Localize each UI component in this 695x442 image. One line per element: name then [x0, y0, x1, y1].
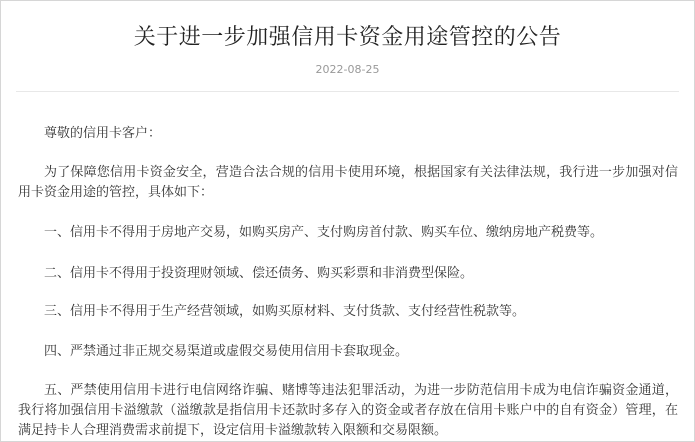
- publish-date: 2022-08-25: [315, 63, 380, 76]
- rule-item-1: 一、信用卡不得用于房地产交易，如购买房产、支付购房首付款、购买车位、缴纳房地产税费等。: [44, 225, 604, 240]
- rule-item-3: 三、信用卡不得用于生产经营领域，如购买原材料、支付货款、支付经营性税款等。: [44, 304, 526, 319]
- page-title: 关于进一步加强信用卡资金用途管控的公告: [133, 25, 562, 50]
- intro-paragraph: 为了保障您信用卡资金安全，营造合法合规的信用卡使用环境，根据国家有关法律法规，我行进一步加强对信用卡资金用途的管控，具体如下：: [18, 165, 678, 200]
- rule-item-2: 二、信用卡不得用于投资理财领域、偿还债务、购买彩票和非消费型保险。: [44, 266, 474, 281]
- greeting: 尊敬的信用卡客户：: [44, 126, 162, 141]
- rule-item-5: 五、严禁使用信用卡进行电信网络诈骗、赌博等违法犯罪活动，为进一步防范信用卡成为电信诈骗资金通道，我行将加强信用卡溢缴款（溢缴款是指信用卡还款时多存入的资金或者存放在信用卡账户中的自有资金）管理，在满足持卡人合理消费需求前提下，设定信用卡溢缴款转入限额和交易限额。: [18, 383, 678, 438]
- rule-item-4: 四、严禁通过非正规交易渠道或虚假交易使用信用卡套取现金。: [44, 344, 409, 359]
- title-divider: [16, 91, 679, 92]
